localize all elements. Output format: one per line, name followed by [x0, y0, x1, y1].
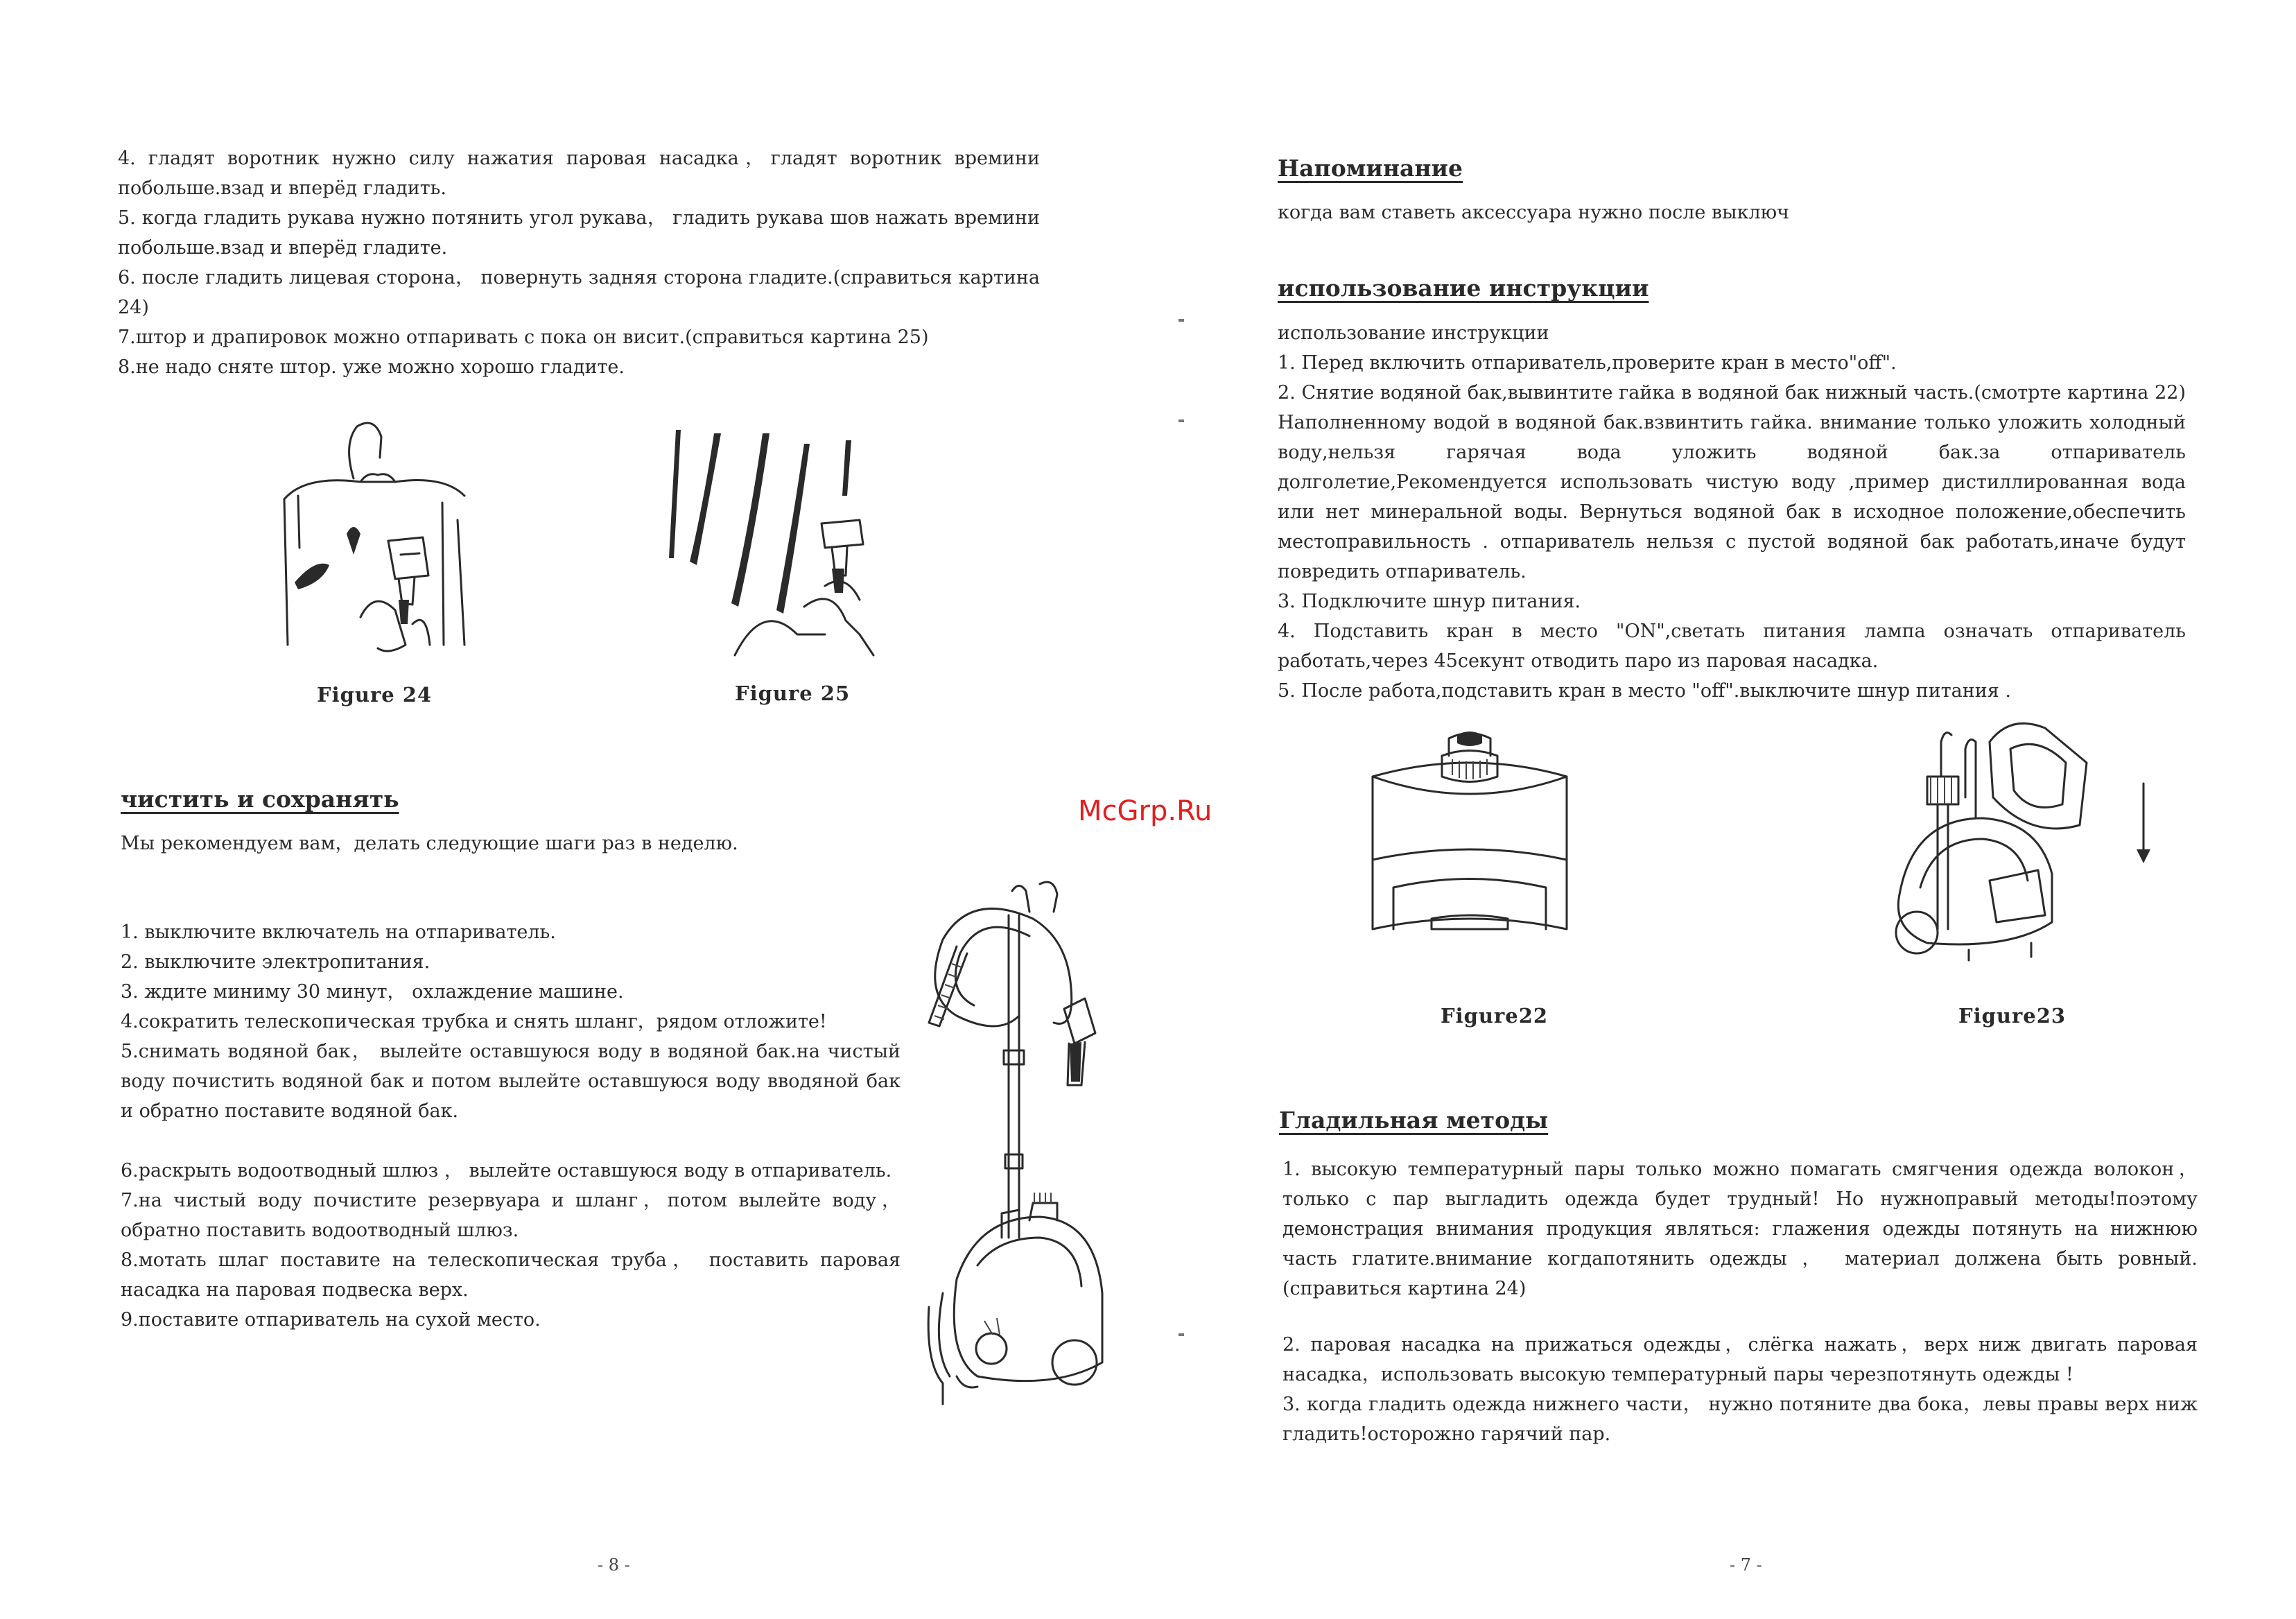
clean-step-1: 1. выключите включатель на отпариватель. [121, 921, 556, 943]
cleaning-intro: Мы рекомендуем вам，делать следующие шаги раз в неделю. [121, 833, 738, 854]
clean-step-5: 5.снимать водяной бак， вылейте оставшуюся воду в водяной бак.на чистый воду почистить водяной бак и потом вылейте оставшуюся воду вводяной бак и обратно поставите водяной бак. [121, 1041, 901, 1122]
usage-step-5: 5. После работа,подставить кран в место "off".выключите шнур питания . [1278, 680, 2011, 702]
figure-25-illustration [666, 426, 894, 662]
usage-line-title: использование инструкции [1278, 322, 1549, 344]
ironing-steps-continued [118, 144, 1040, 382]
usage-step-1: 1. Перед включить отпариватель,проверите кран в место"off". [1278, 352, 1897, 374]
ironing-methods-a [1282, 1154, 2198, 1304]
clean-step-9: 9.поставите отпариватель на сухой место. [121, 1309, 541, 1331]
step-8: 8.не надо сняте штор. уже можно хорошо гладите. [118, 356, 625, 378]
figure-22-caption: Figure22 [1441, 1004, 1549, 1028]
figure-22-illustration [1359, 728, 1581, 936]
reminder-text: когда вам ставеть аксессуара нужно после выключ [1278, 202, 1789, 223]
reminder-heading: Напоминание [1278, 155, 1463, 182]
usage-step-3: 3. Подключите шнур питания. [1278, 591, 1581, 612]
usage-step-2: 2. Снятие водяной бак,вывинтите гайка в водяной бак нижный часть.(смотрте картина 22) Наполненному водой в водяной бак.взвинтить гайка. внимание только уложить холодный воду,нельзя гарячая вода уложить водяной бак.за отпариватель долголетие,Рекомендуется использовать чистую воду ,пример дистиллированная вода или нет минеральной воды. Вернуться водяной бак в исходное положение,обеспечить местоправильность . отпариватель нельзя с пустой водяной бак работать,иначе будут повредить отпариватель. [1278, 382, 2186, 582]
clean-step-4: 4.сократить телескопическая трубка и снять шланг，рядом отложите! [121, 1011, 827, 1032]
figure-25-caption: Figure 25 [735, 682, 851, 705]
step-6: 6. после гладить лицевая сторона， повернуть задняя сторона гладите.(справиться картина 24) [118, 267, 1040, 318]
method-3: 3. когда гладить одежда нижнего части， нужно потяните два бока，левы правы верх ниж гладить!осторожно гарячий пар. [1282, 1394, 2198, 1445]
figure-24-caption: Figure 24 [317, 683, 433, 707]
figure-24-illustration [256, 416, 492, 659]
clean-step-6: 6.раскрыть водоотводный шлюз ， вылейте оставшуюся воду в отпариватель. [121, 1160, 892, 1181]
usage-instructions [1278, 318, 2186, 706]
clean-step-2: 2. выключите электропитания. [121, 951, 430, 973]
figure-23-illustration [1872, 721, 2163, 985]
method-1: 1. высокую температурный пары только можно помагать смягчения одежда волокон，только с пар выгладить одежда будет трудный! Но нужноправый методы!поэтому демонстрация внимания продукция являться: глажения одежды потянуть на нижнюю часть глатите.внимание когдапотянить одежды ， материал должена быть ровный.(справиться картина 24) [1282, 1159, 2198, 1299]
usage-heading: использование инструкции [1278, 275, 1649, 302]
clean-step-8: 8.мотать шлаг поставите на телескопическая труба， поставить паровая насадка на паровая подвеска верх. [121, 1249, 901, 1301]
cleaning-steps-a [121, 917, 901, 1126]
right-page [1151, 0, 2296, 1619]
page-number-right: - 7 - [1730, 1555, 1762, 1575]
page-number-left: - 8 - [598, 1555, 630, 1575]
ironing-methods-b [1282, 1330, 2198, 1449]
clean-step-3: 3. ждите миниму 30 минут， охлаждение машине. [121, 981, 624, 1003]
watermark: McGrp.Ru [1078, 795, 1212, 827]
step-5: 5. когда гладить рукава нужно потянить угол рукава， гладить рукава шов нажать времини побольше.взад и вперёд гладите. [118, 207, 1040, 259]
usage-step-4: 4. Подставить кран в место "ON",светать питания лампа означать отпариватель работать,через 45секунт отводить паро из паровая насадка. [1278, 621, 2186, 672]
ironing-methods-heading: Гладильная методы [1279, 1107, 1549, 1134]
step-4: 4. гладят воротник нужно силу нажатия паровая насадка，гладят воротник времини побольше.взад и вперёд гладить. [118, 148, 1040, 199]
step-7: 7.штор и драпировок можно отпаривать с пока он висит.(справиться картина 25) [118, 327, 929, 348]
method-2: 2. паровая насадка на прижаться одежды，слёгка нажать，верх ниж двигать паровая насадка，использовать высокую температурный пары черезпотянуть одежды ! [1282, 1334, 2198, 1385]
steamer-illustration [915, 877, 1144, 1453]
clean-step-7: 7.на чистый воду почистите резервуара и шланг，потом вылейте воду，обратно поставить водоотводный шлюз. [121, 1190, 901, 1241]
cleaning-heading: чистить и сохранять [121, 786, 399, 813]
cleaning-steps-b [121, 1156, 901, 1335]
figure-23-caption: Figure23 [1958, 1004, 2067, 1028]
